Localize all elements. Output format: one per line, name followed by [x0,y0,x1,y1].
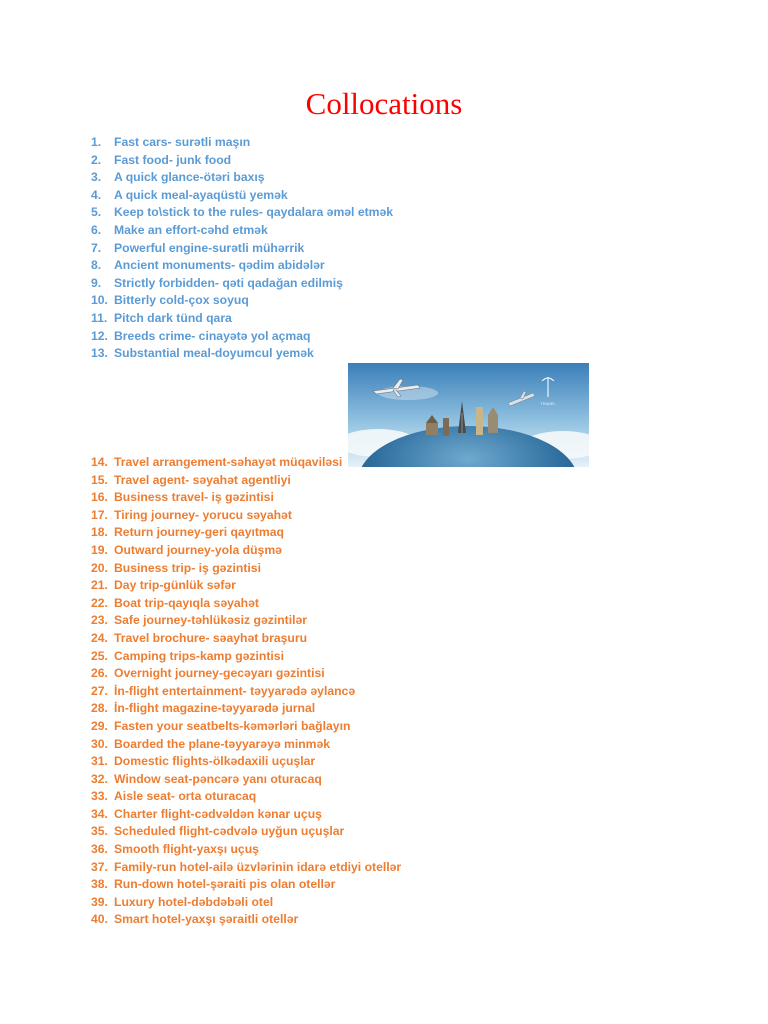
list-item-text: Aisle seat- orta oturacaq [114,789,257,804]
list-item-number: 39. [91,894,108,909]
list-item-number: 8. [91,258,102,273]
list-item-text: Fast cars- surətli maşın [114,135,251,149]
list-item-number: 6. [91,222,102,237]
list-item-text: Pitch dark tünd qara [114,310,232,325]
list-item-number: 12. [91,328,108,343]
list-item-number: 36. [91,842,108,857]
list-item-number: 3. [91,170,102,185]
page-title: Collocations [305,86,463,121]
list-item-text: Travel arrangement-səhayət müqaviləsi [114,455,343,469]
list-item-text: Make an effort-cəhd etmək [114,222,268,237]
list-item-text: Keep to\stick to the rules- qaydalara əməl etmək [114,205,394,220]
list-item-number: 34. [91,806,108,821]
list-item-text: Window seat-pəncərə yanı oturacaq [114,771,322,786]
list-item-number: 33. [91,789,108,804]
list-item-number: 10. [91,293,108,308]
list-item-text: Travel brochure- səayhət braşuru [114,630,308,645]
list-item-text: Return journey-geri qayıtmaq [114,525,284,540]
list-item-text: Outward journey-yola düşmə [114,542,282,557]
list-item-text: Run-down hotel-şəraiti pis olan otellər [114,877,336,892]
list-item-text: Charter flight-cədvəldən kənar uçuş [114,806,322,821]
list-item-number: 37. [91,859,108,874]
list-item-text: Powerful engine-surətli mühərrik [114,240,305,255]
list-item-number: 18. [91,525,108,540]
list-item-number: 32. [91,771,108,786]
list-item-text: Camping trips-kamp gəzintisi [114,648,284,663]
list-item-text: Overnight journey-gecəyarı gəzintisi [114,666,325,681]
list-item-number: 30. [91,736,108,751]
list-item-number: 31. [91,754,108,769]
list-item-text: Scheduled flight-cədvələ uyğun uçuşlar [114,824,345,839]
list-item-number: 35. [91,824,108,839]
list-item-number: 24. [91,630,108,645]
list-item-number: 20. [91,560,108,575]
list-item-number: 14. [91,455,108,469]
list-item-number: 27. [91,683,108,698]
list-item-text: İn-flight entertainment- təyyarədə əylancə [114,683,356,698]
list-item-text: Ancient monuments- qədim abidələr [114,258,325,273]
list-item-text: Breeds crime- cinayətə yol açmaq [114,328,311,343]
list-item-number: 28. [91,701,108,716]
list-item-number: 38. [91,877,108,892]
list-item-text: İn-flight magazine-təyyarədə jurnal [114,701,316,716]
list-item-text: Boarded the plane-təyyarəyə minmək [114,736,331,751]
travel-globe-image [348,363,589,467]
list-item-number: 40. [91,912,108,927]
list-item-text: Day trip-günlük səfər [114,578,236,593]
list-item-text: A quick glance-ötəri baxış [114,170,265,185]
list-item-number: 16. [91,490,108,505]
svg-text:TRAVEL: TRAVEL [540,401,556,406]
list-item-text: Fast food- junk food [114,152,232,167]
list-item-number: 23. [91,613,108,628]
list-item-text: Business trip- iş gəzintisi [114,560,261,575]
list-item-text: Business travel- iş gəzintisi [114,490,274,505]
list-item-text: Travel agent- səyahət agentliyi [114,472,291,487]
list-item-text: Boat trip-qayıqla səyahət [114,595,259,610]
list-item-number: 21. [91,578,108,593]
list-item-text: Luxury hotel-dəbdəbəli otel [114,894,274,909]
list-item-number: 29. [91,718,108,733]
list-item-number: 19. [91,542,108,557]
list-item-number: 1. [91,135,102,149]
list-item-number: 5. [91,205,102,220]
list-item-text: Domestic flights-ölkədaxili uçuşlar [114,754,316,769]
list-item-text: Bitterly cold-çox soyuq [114,293,249,308]
list-item-number: 15. [91,472,108,487]
list-item-text: A quick meal-ayaqüstü yemək [114,187,288,202]
list-item-number: 17. [91,507,108,522]
list-item-number: 7. [91,240,102,255]
list-item-number: 25. [91,648,108,663]
list-item-text: Strictly forbidden- qəti qadağan edilmiş [114,275,343,290]
list-item-number: 22. [91,595,108,610]
list-item-text: Fasten your seatbelts-kəmərləri bağlayın [114,718,351,733]
list-item-number: 13. [91,346,108,361]
list-item-text: Smooth flight-yaxşı uçuş [114,842,259,857]
list-item-number: 2. [91,152,102,167]
list-item-number: 9. [91,275,102,290]
list-item-text: Family-run hotel-ailə üzvlərinin idarə etdiyi otellər [114,859,402,874]
list-item-number: 26. [91,666,108,681]
list-item-number: 11. [91,310,108,325]
list-item-text: Smart hotel-yaxşı şəraitli otellər [114,912,299,927]
list-item-text: Substantial meal-doyumcul yemək [114,346,314,361]
list-item-number: 4. [91,187,102,202]
list-item-text: Safe journey-təhlükəsiz gəzintilər [114,613,308,628]
list-item-text: Tiring journey- yorucu səyahət [114,507,292,522]
